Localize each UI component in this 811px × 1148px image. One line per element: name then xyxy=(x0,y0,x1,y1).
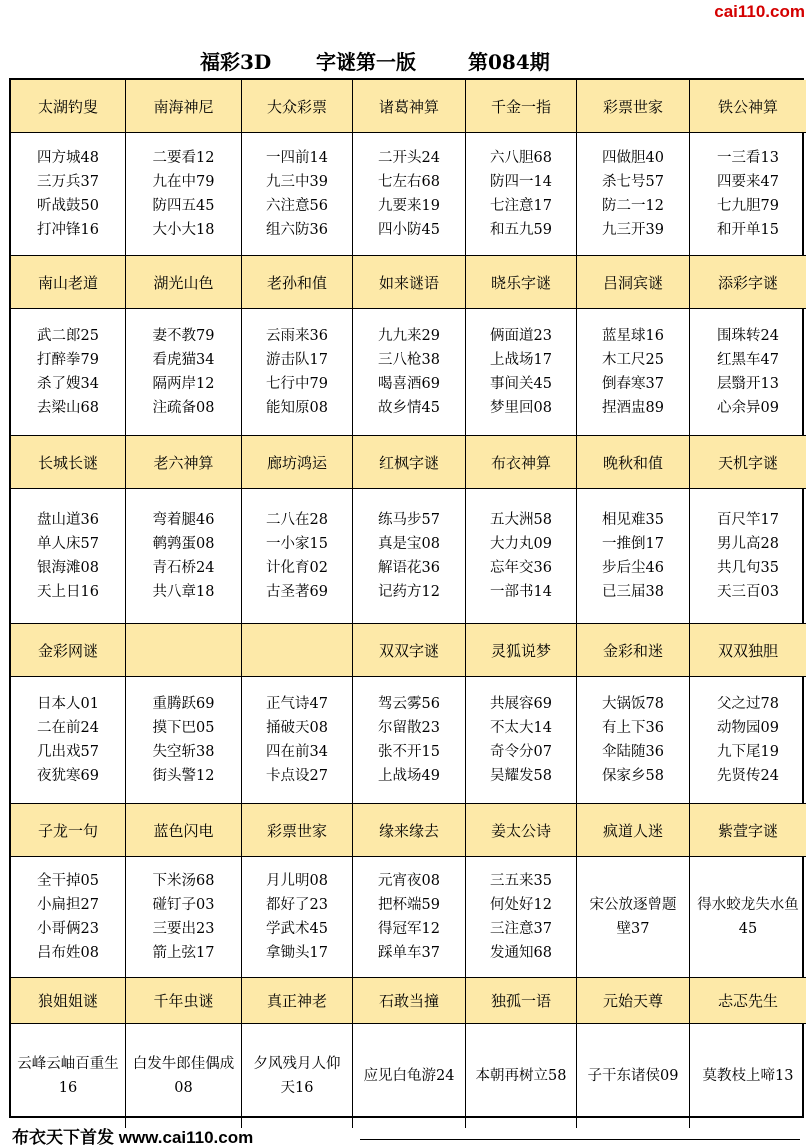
riddle-entry: 男儿高28 xyxy=(717,536,779,552)
riddle-entry: 盘山道36 xyxy=(37,512,99,528)
riddle-entry: 宋公放逐曾题壁37 xyxy=(589,897,677,937)
column-header: 太湖钓叟 xyxy=(11,80,126,133)
page-title xyxy=(0,46,811,74)
site-logo: cai110.com xyxy=(714,2,805,21)
riddle-entry: 四要来47 xyxy=(717,174,779,190)
riddle-entry: 元宵夜08 xyxy=(378,873,440,889)
riddle-entry: 百尺竿17 xyxy=(717,512,779,528)
riddle-entry: 杀七号57 xyxy=(602,174,664,190)
riddle-entry: 几出戏57 xyxy=(37,744,99,760)
riddle-entry: 隔两岸12 xyxy=(152,376,215,392)
riddle-cell xyxy=(353,309,466,436)
riddle-cell xyxy=(353,857,466,978)
riddle-entry: 捅破天08 xyxy=(266,720,328,736)
riddle-entry: 一部书14 xyxy=(490,584,552,600)
riddle-entry: 二八在28 xyxy=(266,512,328,528)
riddle-cell xyxy=(126,489,242,624)
riddle-entry: 正气诗47 xyxy=(266,696,328,712)
riddle-cell xyxy=(126,677,242,804)
riddle-entry: 蓝星球16 xyxy=(602,328,664,344)
riddle-entry: 七九胆79 xyxy=(717,198,779,214)
riddle-entry: 子干东诸侯09 xyxy=(587,1068,679,1084)
riddle-cell xyxy=(690,309,806,436)
column-header: 晓乐字谜 xyxy=(466,256,577,309)
riddle-entry: 忘年交36 xyxy=(490,560,552,576)
riddle-entry: 武二郎25 xyxy=(37,328,99,344)
riddle-cell xyxy=(466,309,577,436)
riddle-entry: 倒春寒37 xyxy=(602,376,664,392)
column-header: 千金一指 xyxy=(466,80,577,133)
column-header: 缘来缘去 xyxy=(353,804,466,857)
riddle-entry: 四做胆40 xyxy=(602,150,664,166)
riddle-entry: 看虎猫34 xyxy=(152,352,215,368)
riddle-entry: 失空斩38 xyxy=(152,744,215,760)
riddle-entry: 夕风残月人仰天16 xyxy=(253,1056,341,1096)
riddle-cell xyxy=(353,1024,466,1128)
riddle-entry: 共几句35 xyxy=(717,560,779,576)
title-issue: 第084期 xyxy=(468,50,550,74)
riddle-cell xyxy=(577,489,690,624)
column-header: 疯道人迷 xyxy=(577,804,690,857)
riddle-cell xyxy=(466,677,577,804)
riddle-entry: 奇令分07 xyxy=(490,744,552,760)
riddle-entry: 银海滩08 xyxy=(37,560,99,576)
riddle-entry: 伞陆随36 xyxy=(602,744,664,760)
riddle-entry: 事间关45 xyxy=(490,376,552,392)
riddle-entry: 吕布姓08 xyxy=(37,945,99,961)
column-header: 红枫字谜 xyxy=(353,436,466,489)
column-header: 双双字谜 xyxy=(353,624,466,677)
riddle-entry: 红黑车47 xyxy=(717,352,779,368)
riddle-cell xyxy=(577,1024,690,1128)
riddle-cell xyxy=(466,489,577,624)
riddle-entry: 一小家15 xyxy=(266,536,328,552)
column-header: 南海神尼 xyxy=(126,80,242,133)
riddle-entry: 上战场49 xyxy=(378,768,440,784)
riddle-entry: 防四一14 xyxy=(490,174,552,190)
riddle-entry: 月儿明08 xyxy=(266,873,328,889)
riddle-entry: 木工尺25 xyxy=(602,352,664,368)
riddle-entry: 梦里回08 xyxy=(490,400,552,416)
riddle-entry: 发通知68 xyxy=(490,945,552,961)
riddle-entry: 天上日16 xyxy=(37,584,99,600)
riddle-entry: 计化育02 xyxy=(266,560,328,576)
column-header: 紫萱字谜 xyxy=(690,804,806,857)
column-header: 姜太公诗 xyxy=(466,804,577,857)
column-header: 长城长谜 xyxy=(11,436,126,489)
column-header: 布衣神算 xyxy=(466,436,577,489)
riddle-cell xyxy=(126,133,242,256)
column-header: 真正神老 xyxy=(242,978,353,1024)
riddle-cell xyxy=(353,489,466,624)
column-header: 晚秋和值 xyxy=(577,436,690,489)
riddle-entry: 已三届38 xyxy=(602,584,664,600)
riddle-entry: 和五九59 xyxy=(490,222,552,238)
riddle-entry: 重腾跃69 xyxy=(152,696,215,712)
riddle-entry: 卡点设27 xyxy=(266,768,328,784)
riddle-entry: 鹌鹑蛋08 xyxy=(152,536,215,552)
riddle-cell xyxy=(466,133,577,256)
riddle-entry: 游击队17 xyxy=(266,352,328,368)
riddle-entry: 先贤传24 xyxy=(717,768,779,784)
riddle-entry: 打醉拳79 xyxy=(37,352,99,368)
riddle-cell xyxy=(466,857,577,978)
riddle-entry: 保家乡58 xyxy=(602,768,664,784)
column-header: 如来谜语 xyxy=(353,256,466,309)
column-header: 狼姐姐谜 xyxy=(11,978,126,1024)
riddle-entry: 捏酒盅89 xyxy=(602,400,664,416)
column-header: 老六神算 xyxy=(126,436,242,489)
riddle-entry: 三注意37 xyxy=(490,921,552,937)
riddle-entry: 何处好12 xyxy=(490,897,552,913)
riddle-entry: 故乡情45 xyxy=(378,400,440,416)
riddle-entry: 九九来29 xyxy=(378,328,440,344)
column-header: 千年虫谜 xyxy=(126,978,242,1024)
riddle-entry: 去梁山68 xyxy=(37,400,99,416)
riddle-entry: 注疏备08 xyxy=(152,400,215,416)
riddle-entry: 三要出23 xyxy=(152,921,215,937)
riddle-entry: 弯着腿46 xyxy=(152,512,215,528)
riddle-entry: 应见白龟游24 xyxy=(363,1068,455,1084)
riddle-cell xyxy=(690,857,806,978)
riddle-cell xyxy=(353,677,466,804)
riddle-entry: 箭上弦17 xyxy=(152,945,215,961)
footer-text: 布衣天下首发 www.cai110.com xyxy=(12,1128,254,1147)
column-header: 吕洞宾谜 xyxy=(577,256,690,309)
riddle-table xyxy=(9,78,804,1118)
riddle-cell xyxy=(242,857,353,978)
column-header xyxy=(242,624,353,677)
riddle-entry: 一四前14 xyxy=(266,150,328,166)
riddle-entry: 防二一12 xyxy=(602,198,664,214)
riddle-entry: 都好了23 xyxy=(266,897,328,913)
riddle-entry: 古圣著69 xyxy=(266,584,328,600)
riddle-cell xyxy=(577,309,690,436)
riddle-entry: 练马步57 xyxy=(378,512,440,528)
column-header: 彩票世家 xyxy=(577,80,690,133)
riddle-entry: 相见难35 xyxy=(602,512,664,528)
riddle-entry: 四在前34 xyxy=(266,744,328,760)
column-header: 蓝色闪电 xyxy=(126,804,242,857)
riddle-entry: 杀了嫂34 xyxy=(37,376,99,392)
column-header: 大众彩票 xyxy=(242,80,353,133)
riddle-entry: 摸下巴05 xyxy=(152,720,215,736)
riddle-entry: 白发牛郎佳偶成08 xyxy=(132,1056,235,1096)
riddle-entry: 大锅饭78 xyxy=(602,696,664,712)
riddle-entry: 三八枪38 xyxy=(378,352,440,368)
riddle-entry: 单人床57 xyxy=(37,536,99,552)
riddle-entry: 六八胆68 xyxy=(490,150,552,166)
riddle-entry: 二要看12 xyxy=(152,150,215,166)
riddle-entry: 心余异09 xyxy=(717,400,779,416)
riddle-cell xyxy=(353,133,466,256)
riddle-entry: 二开头24 xyxy=(378,150,440,166)
riddle-entry: 二在前24 xyxy=(37,720,99,736)
riddle-entry: 九三开39 xyxy=(602,222,664,238)
riddle-cell xyxy=(126,1024,242,1128)
riddle-entry: 下米汤68 xyxy=(152,873,215,889)
footer-divider xyxy=(360,1139,800,1140)
riddle-entry: 青石桥24 xyxy=(152,560,215,576)
riddle-entry: 学武术45 xyxy=(266,921,328,937)
riddle-entry: 街头警12 xyxy=(152,768,215,784)
riddle-entry: 层翳开13 xyxy=(717,376,779,392)
riddle-entry: 父之过78 xyxy=(717,696,779,712)
riddle-cell xyxy=(242,133,353,256)
riddle-entry: 防四五45 xyxy=(152,198,215,214)
column-header: 湖光山色 xyxy=(126,256,242,309)
riddle-cell xyxy=(11,133,126,256)
riddle-entry: 大小大18 xyxy=(152,222,215,238)
riddle-entry: 云雨来36 xyxy=(266,328,328,344)
column-header: 金彩和迷 xyxy=(577,624,690,677)
riddle-entry: 四方城48 xyxy=(37,150,99,166)
riddle-entry: 尔留散23 xyxy=(378,720,440,736)
riddle-entry: 不太大14 xyxy=(490,720,552,736)
riddle-entry: 一三看13 xyxy=(717,150,779,166)
riddle-cell xyxy=(242,677,353,804)
riddle-entry: 五大洲58 xyxy=(490,512,552,528)
riddle-cell xyxy=(11,489,126,624)
column-header: 双双独胆 xyxy=(690,624,806,677)
column-header: 忐忑先生 xyxy=(690,978,806,1024)
riddle-entry: 有上下36 xyxy=(602,720,664,736)
riddle-entry: 云峰云岫百重生16 xyxy=(17,1056,119,1096)
riddle-entry: 得水蛟龙失水鱼45 xyxy=(697,897,799,937)
column-header xyxy=(126,624,242,677)
column-header: 诸葛神算 xyxy=(353,80,466,133)
riddle-entry: 四小防45 xyxy=(378,222,440,238)
riddle-entry: 九要来19 xyxy=(378,198,440,214)
riddle-entry: 踩单车37 xyxy=(378,945,440,961)
riddle-entry: 七左右68 xyxy=(378,174,440,190)
column-header: 彩票世家 xyxy=(242,804,353,857)
riddle-entry: 上战场17 xyxy=(490,352,552,368)
riddle-entry: 能知原08 xyxy=(266,400,328,416)
riddle-entry: 步后尘46 xyxy=(602,560,664,576)
riddle-entry: 三五来35 xyxy=(490,873,552,889)
riddle-entry: 九下尾19 xyxy=(717,744,779,760)
title-brand: 福彩3D xyxy=(200,50,272,74)
riddle-entry: 组六防36 xyxy=(266,222,328,238)
riddle-entry: 喝喜酒69 xyxy=(378,376,440,392)
riddle-entry: 动物园09 xyxy=(717,720,779,736)
riddle-entry: 围珠转24 xyxy=(717,328,779,344)
riddle-cell xyxy=(466,1024,577,1128)
riddle-entry: 记药方12 xyxy=(378,584,440,600)
riddle-entry: 小哥俩23 xyxy=(37,921,99,937)
riddle-cell xyxy=(690,1024,806,1128)
riddle-entry: 共展容69 xyxy=(490,696,552,712)
title-name: 字谜第一版 xyxy=(316,50,416,74)
riddle-entry: 张不开15 xyxy=(378,744,440,760)
riddle-cell xyxy=(11,857,126,978)
riddle-cell xyxy=(577,677,690,804)
riddle-entry: 莫教枝上啼13 xyxy=(702,1068,794,1084)
riddle-cell xyxy=(126,309,242,436)
riddle-entry: 碰钉子03 xyxy=(152,897,215,913)
riddle-entry: 全干掉05 xyxy=(37,873,99,889)
riddle-entry: 解语花36 xyxy=(378,560,440,576)
riddle-entry: 拿锄头17 xyxy=(266,945,328,961)
riddle-cell xyxy=(242,489,353,624)
riddle-cell xyxy=(242,1024,353,1128)
column-header: 元始天尊 xyxy=(577,978,690,1024)
riddle-cell xyxy=(690,489,806,624)
riddle-entry: 一推倒17 xyxy=(602,536,664,552)
riddle-entry: 三万兵37 xyxy=(37,174,99,190)
column-header: 廊坊鸿运 xyxy=(242,436,353,489)
riddle-cell xyxy=(11,677,126,804)
riddle-entry: 真是宝08 xyxy=(378,536,440,552)
riddle-entry: 吴耀发58 xyxy=(490,768,552,784)
riddle-entry: 妻不教79 xyxy=(152,328,215,344)
riddle-entry: 七行中79 xyxy=(266,376,328,392)
riddle-entry: 六注意56 xyxy=(266,198,328,214)
riddle-entry: 和开单15 xyxy=(717,222,779,238)
riddle-cell xyxy=(11,309,126,436)
column-header: 石敢当撞 xyxy=(353,978,466,1024)
riddle-entry: 本朝再树立58 xyxy=(475,1068,567,1084)
riddle-cell xyxy=(126,857,242,978)
column-header: 添彩字谜 xyxy=(690,256,806,309)
riddle-entry: 大力丸09 xyxy=(490,536,552,552)
riddle-entry: 俩面道23 xyxy=(490,328,552,344)
column-header: 灵狐说梦 xyxy=(466,624,577,677)
riddle-entry: 小扁担27 xyxy=(37,897,99,913)
riddle-cell xyxy=(690,677,806,804)
column-header: 独孤一语 xyxy=(466,978,577,1024)
riddle-cell xyxy=(577,133,690,256)
riddle-entry: 天三百03 xyxy=(717,584,779,600)
riddle-entry: 共八章18 xyxy=(152,584,215,600)
column-header: 铁公神算 xyxy=(690,80,806,133)
riddle-entry: 得冠军12 xyxy=(378,921,440,937)
riddle-entry: 把杯端59 xyxy=(378,897,440,913)
column-header: 子龙一句 xyxy=(11,804,126,857)
column-header: 天机字谜 xyxy=(690,436,806,489)
riddle-cell xyxy=(242,309,353,436)
riddle-cell xyxy=(11,1024,126,1128)
riddle-entry: 七注意17 xyxy=(490,198,552,214)
riddle-entry: 九在中79 xyxy=(152,174,215,190)
riddle-entry: 日本人01 xyxy=(37,696,99,712)
riddle-entry: 听战鼓50 xyxy=(37,198,99,214)
riddle-entry: 驾云雾56 xyxy=(378,696,440,712)
column-header: 南山老道 xyxy=(11,256,126,309)
riddle-entry: 打冲锋16 xyxy=(37,222,99,238)
riddle-cell xyxy=(577,857,690,978)
column-header: 金彩网谜 xyxy=(11,624,126,677)
riddle-cell xyxy=(690,133,806,256)
riddle-entry: 夜犹寒69 xyxy=(37,768,99,784)
column-header: 老孙和值 xyxy=(242,256,353,309)
riddle-entry: 九三中39 xyxy=(266,174,328,190)
